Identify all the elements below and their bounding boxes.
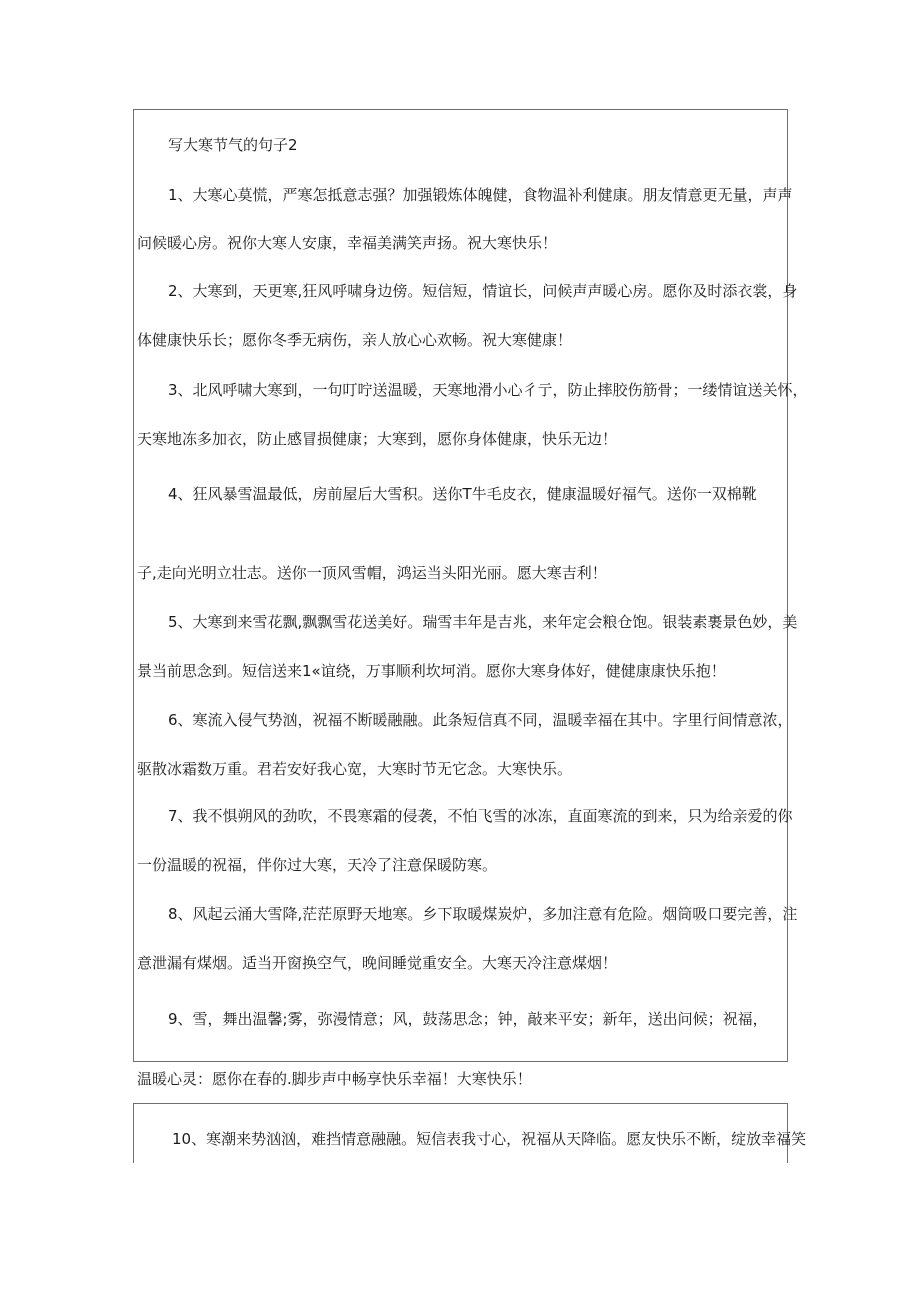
paragraph-line: 天寒地冻多加衣，防止感冒损健康；大寒到，愿你身体健康，快乐无边！: [137, 430, 618, 448]
section-heading: 写大寒节气的句子2: [168, 136, 298, 154]
paragraph-line: 7、我不惧朔风的劲吹，不畏寒霜的侵袭，不怕飞雪的冰冻，直面寒流的到来，只为给亲爱的你: [168, 807, 793, 825]
paragraph-line: 温暖心灵：愿你在春的.脚步声中畅享快乐幸福！大寒快乐！: [137, 1070, 532, 1088]
paragraph-line: 6、寒流入侵气势汹，祝福不断暖融融。此条短信真不同，温暖幸福在其中。字里行间情意浓，: [168, 711, 793, 729]
paragraph-line: 1、大寒心莫慌，严寒怎抵意志强？加强锻炼体魄健，食物温补利健康。朋友情意更无量，声声: [168, 186, 793, 204]
paragraph-line: 3、北风呼啸大寒到，一句叮咛送温暖，天寒地滑小心彳亍，防止摔胶伤筋骨；一缕情谊送关怀，: [168, 381, 808, 399]
paragraph-line: 驱散冰霜数万重。君若安好我心宽，大寒时节无它念。大寒快乐。: [137, 760, 573, 778]
paragraph-line: 景当前思念到。短信送来1«谊绕，万事顺利坎坷消。愿你大寒身体好，健健康康快乐抱！: [137, 662, 726, 680]
paragraph-line: 意泄漏有煤烟。适当开窗换空气，晚间睡觉重安全。大寒天冷注意煤烟！: [137, 954, 618, 972]
paragraph-line: 一份温暖的祝福，伴你过大寒，天冷了注意保暖防寒。: [137, 856, 498, 874]
paragraph-line: 子,走向光明立壮志。送你一顶风雪帽，鸿运当头阳光丽。愿大寒吉利！: [137, 564, 607, 582]
paragraph-line: 8、风起云涌大雪降,茫茫原野天地寒。乡下取暖煤炭炉，多加注意有危险。烟筒吸口要完善，注: [168, 905, 798, 923]
paragraph-line: 2、大寒到，天更寒,狂风呼啸身边傍。短信短，情谊长，问候声声暖心房。愿你及时添衣裳，身: [168, 282, 798, 300]
paragraph-line: 体健康快乐长；愿你冬季无病伤，亲人放心心欢畅。祝大寒健康！: [137, 331, 573, 349]
paragraph-line: 10、寒潮来势汹汹，难挡情意融融。短信表我寸心，祝福从天降临。愿友快乐不断，绽放幸福笑: [172, 1130, 807, 1148]
paragraph-line: 4、狂风暴雪温最低，房前屋后大雪积。送你T牛毛皮衣，健康温暖好福气。送你一双棉靴: [168, 485, 757, 503]
paragraph-line: 5、大寒到来雪花飘,飘飘雪花送美好。瑞雪丰年是吉兆，来年定会粮仓饱。银装素裹景色妙，美: [168, 613, 798, 631]
paragraph-line: 9、雪，舞出温馨;雾，弥漫情意；风，鼓荡思念；钟，敲来平安；新年，送出问候；祝福，: [168, 1010, 768, 1028]
paragraph-line: 问候暖心房。祝你大寒人安康，幸福美满笑声扬。祝大寒快乐！: [137, 234, 558, 252]
